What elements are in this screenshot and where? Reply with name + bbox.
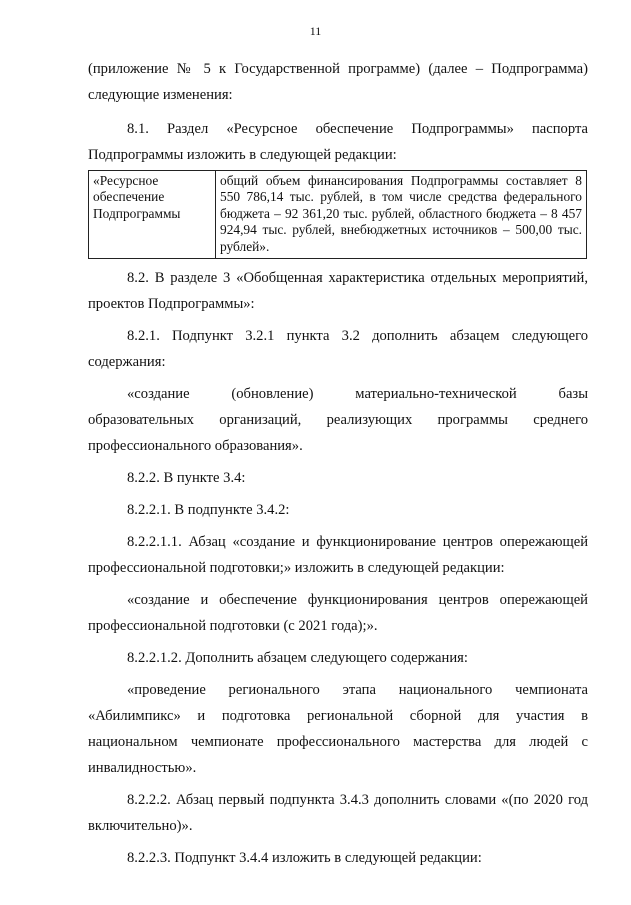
paragraph-line: «проведение регионального этапа национального чемпионата: [127, 682, 588, 699]
page-number: 11: [309, 24, 322, 38]
paragraph-line: 8.2.2.3. Подпункт 3.4.4 изложить в следующей редакции:: [127, 850, 482, 867]
paragraph-line: 8.2.2.2. Абзац первый подпункта 3.4.3 дополнить словами «(по 2020 год: [127, 792, 588, 809]
paragraph-line: профессионального образования».: [88, 438, 303, 455]
paragraph-line: 8.2.1. Подпункт 3.2.1 пункта 3.2 дополнить абзацем следующего: [127, 328, 588, 345]
paragraph-line: профессиональной подготовки;» изложить в следующей редакции:: [88, 560, 505, 577]
paragraph-line: «Абилимпикс» и подготовка региональной сборной для участия в: [88, 708, 588, 725]
paragraph-line: 8.2.2. В пункте 3.4:: [127, 470, 246, 487]
table-cell-label: [89, 171, 216, 259]
paragraph-line: образовательных организаций, реализующих программы среднего: [88, 412, 588, 429]
paragraph-line: следующие изменения:: [88, 87, 233, 103]
paragraph-line: Подпрограммы изложить в следующей редакции:: [88, 147, 397, 163]
table-cell-value: общий объем финансирования Подпрограммы составляет 8 550 786,14 тыс. рублей, в том числе средства федерального бюджета – 92 361,20 тыс. рублей, областного бюджета – 8 457 924,94 тыс. рублей, внебюджетных источников – 500,00 тыс. рублей».: [216, 171, 587, 259]
paragraph-line: инвалидностью».: [88, 760, 197, 777]
paragraph-line: профессиональной подготовки (с 2021 года);».: [88, 618, 378, 635]
paragraph-line: 8.2.2.1. В подпункте 3.4.2:: [127, 502, 290, 519]
paragraph-line: 8.2.2.1.2. Дополнить абзацем следующего содержания:: [127, 650, 468, 667]
cell-line: «Ресурсное: [93, 173, 159, 188]
resource-table: [88, 170, 587, 259]
paragraph-line: проектов Подпрограммы»:: [88, 296, 255, 313]
paragraph-line: «создание (обновление) материально-технической базы: [127, 386, 588, 403]
paragraph-line: «создание и обеспечение функционирования центров опережающей: [127, 592, 588, 609]
paragraph-line: 8.2.2.1.1. Абзац «создание и функционирование центров опережающей: [127, 534, 588, 551]
cell-line: Подпрограммы: [93, 205, 181, 221]
paragraph-line: включительно)».: [88, 818, 193, 835]
paragraph-line: 8.1. Раздел «Ресурсное обеспечение Подпрограммы» паспорта: [127, 121, 588, 137]
document-body: [88, 56, 588, 871]
paragraph-line: содержания:: [88, 354, 166, 371]
table-row: [89, 171, 587, 259]
paragraph-line: (приложение № 5 к Государственной программе) (далее – Подпрограмма): [88, 61, 588, 77]
cell-line: обеспечение: [93, 189, 165, 205]
paragraph-line: национальном чемпионате профессионального мастерства для людей с: [88, 734, 588, 751]
paragraph-line: 8.2. В разделе 3 «Обобщенная характеристика отдельных мероприятий,: [127, 270, 588, 287]
